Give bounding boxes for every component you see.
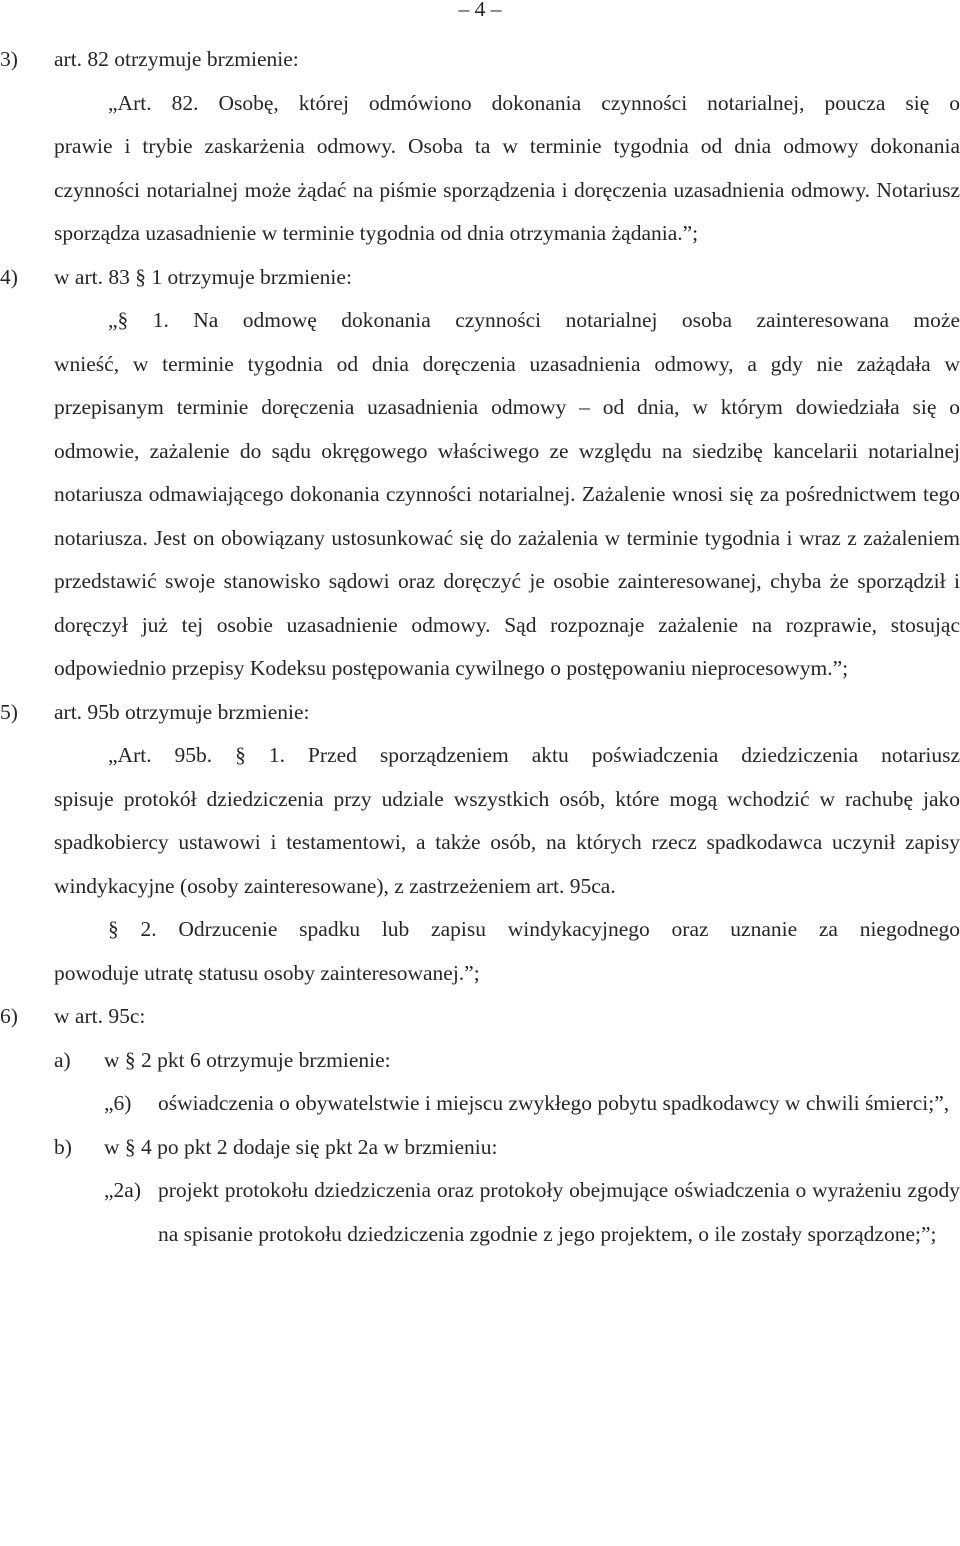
document-content bbox=[0, 38, 960, 1256]
letter-b-marker: b) bbox=[54, 1134, 72, 1159]
point-2a-text: projekt protokołu dziedziczenia oraz protokoły obejmujące oświadczenia o wyrażeniu zgody na spisanie protokołu dziedziczenia zgodnie z jego projektem, o ile zostały sporządzone;”; bbox=[158, 1178, 960, 1246]
page-number: – 4 – bbox=[458, 0, 502, 21]
item-6-letter-a bbox=[0, 1039, 960, 1083]
item-4-intro: w art. 83 § 1 otrzymuje brzmienie: bbox=[54, 264, 352, 289]
item-3-quote-body: prawie i trybie zaskarżenia odmowy. Osoba ta w terminie tygodnia od dnia odmowy dokonania czynności notarialnej może żądać na piśmie sporządzenia i doręczenia uzasadnienia odmowy. Notariusz sporządza uzasadnienie w terminie tygodnia od dnia otrzymania żądania.”; bbox=[54, 134, 960, 245]
item-4-heading bbox=[0, 256, 960, 300]
item-5-heading bbox=[0, 691, 960, 735]
item-3-quote-first-line: „Art. 82. Osobę, której odmówiono dokonania czynności notarialnej, poucza się o bbox=[108, 90, 960, 115]
item-5-marker: 5) bbox=[0, 699, 18, 724]
item-6-heading bbox=[0, 995, 960, 1039]
point-2a-marker: „2a) bbox=[104, 1178, 141, 1202]
point-6-marker: „6) bbox=[104, 1091, 132, 1115]
item-6-marker: 6) bbox=[0, 1004, 18, 1028]
item-5-par2-body: powoduje utratę statusu osoby zainteresowanej.”; bbox=[54, 960, 480, 985]
item-3-heading bbox=[0, 38, 960, 82]
item-5-intro: art. 95b otrzymuje brzmienie: bbox=[54, 699, 310, 724]
item-6-letter-b bbox=[0, 1126, 960, 1170]
item-3-intro: art. 82 otrzymuje brzmienie: bbox=[54, 47, 299, 71]
item-3-marker: 3) bbox=[0, 47, 18, 71]
item-4-marker: 4) bbox=[0, 264, 18, 289]
item-5-par1-first-line: „Art. 95b. § 1. Przed sporządzeniem aktu poświadczenia dziedziczenia notariusz bbox=[108, 743, 960, 767]
letter-b-point-2a bbox=[0, 1169, 960, 1256]
letter-a-point-6 bbox=[0, 1082, 960, 1126]
letter-a-marker: a) bbox=[54, 1047, 71, 1072]
item-4-quote-first-line: „§ 1. Na odmowę dokonania czynności notarialnej osoba zainteresowana może bbox=[108, 308, 960, 332]
item-5-par2-first-line: § 2. Odrzucenie spadku lub zapisu windykacyjnego oraz uznanie za niegodnego bbox=[108, 917, 960, 941]
point-6-text: oświadczenia o obywatelstwie i miejscu zwykłego pobytu spadkodawcy w chwili śmierci;”, bbox=[158, 1091, 950, 1115]
letter-b-text: w § 4 po pkt 2 dodaje się pkt 2a w brzmieniu: bbox=[104, 1134, 498, 1159]
item-4-quote-body: wnieść, w terminie tygodnia od dnia doręczenia uzasadnienia odmowy, a gdy nie zażądała w przepisanym terminie doręczenia uzasadnienia odmowy – od dnia, w którym dowiedziała się o odmowie, zażalenie do sądu okręgowego właściwego ze względu na siedzibę kancelarii notarialnej notariusza odmawiającego dokonania czynności notarialnej. Zażalenie wnosi się za pośrednictwem tego notariusza. Jest on obowiązany ustosunkować się do zażalenia w terminie tygodnia i wraz z zażaleniem przedstawić swoje stanowisko sądowi oraz doręczyć je osobie zainteresowanej, chyba że sporządził i doręczył już tej osobie uzasadnienie odmowy. Sąd rozpoznaje zażalenie na rozprawie, stosując odpowiednio przepisy Kodeksu postępowania cywilnego o postępowaniu nieprocesowym.”; bbox=[54, 351, 960, 680]
letter-a-text: w § 2 pkt 6 otrzymuje brzmienie: bbox=[104, 1047, 391, 1072]
item-6-intro: w art. 95c: bbox=[54, 1004, 146, 1028]
item-5-par1-body: spisuje protokół dziedziczenia przy udziale wszystkich osób, które mogą wchodzić w rachubę jako spadkobiercy ustawowi i testamentowi, a także osób, na których rzecz spadkodawca uczynił zapisy windykacyjne (osoby zainteresowane), z zastrzeżeniem art. 95ca. bbox=[54, 786, 960, 898]
